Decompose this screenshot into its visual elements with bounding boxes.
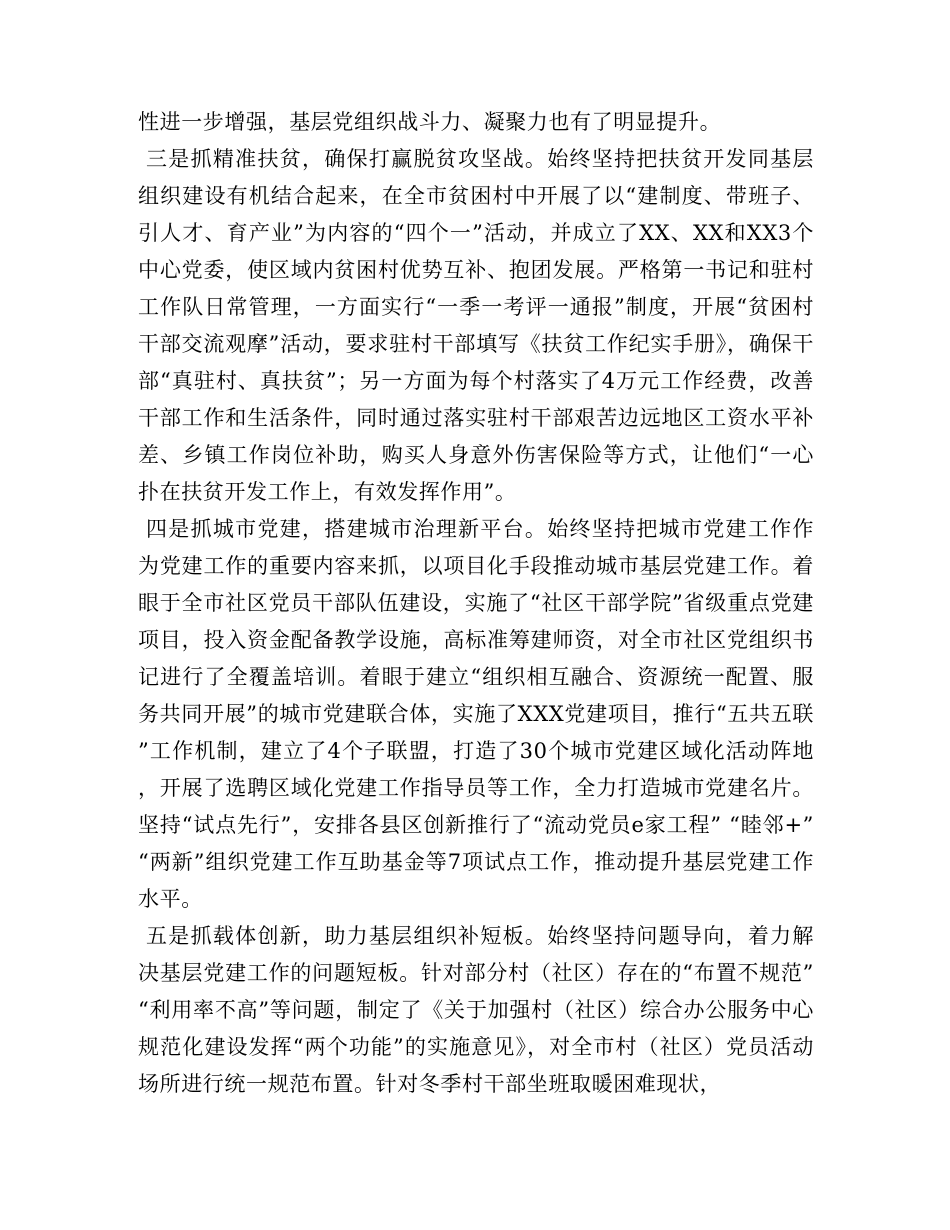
- paragraph-precision-poverty: 三是抓精准扶贫，确保打赢脱贫攻坚战。始终坚持把扶贫开发同基层组织建设有机结合起来，在全市贫困村中开展了以“建制度、带班子、引人才、育产业”为内容的“四个一”活动，并成立了XX、XX和XX3个中心党委，使区域内贫困村优势互补、抱团发展。严格第一书记和驻村工作队日常管理，一方面实行“一季一考评一通报”制度，开展“贫困村干部交流观摩”活动，要求驻村干部填写《扶贫工作纪实手册》，确保干部“真驻村、真扶贫”；另一方面为每个村落实了4万元工作经费，改善干部工作和生活条件，同时通过落实驻村干部艰苦边远地区工资水平补差、乡镇工作岗位补助，购买人身意外伤害保险等方式，让他们“一心扑在扶贫开发工作上，有效发挥作用”。: [138, 147, 814, 504]
- paragraph-urban-party-building: 四是抓城市党建，搭建城市治理新平台。始终坚持把城市党建工作作为党建工作的重要内容来抓，以项目化手段推动城市基层党建工作。着眼于全市社区党员干部队伍建设，实施了“社区干部学院”省级重点党建项目，投入资金配备教学设施，高标准筹建师资，对全市社区党组织书记进行了全覆盖培训。着眼于建立“组织相互融合、资源统一配置、服务共同开展”的城市党建联合体，实施了XXX党建项目，推行“五共五联”工作机制，建立了4个子联盟，打造了30个城市党建区域化活动阵地，开展了选聘区域化党建工作指导员等工作，全力打造城市党建名片。坚持“试点先行”，安排各县区创新推行了“流动党员e家工程” “睦邻+” “两新”组织党建工作互助基金等7项试点工作，推动提升基层党建工作水平。: [138, 517, 814, 911]
- paragraph-continuation: 性进一步增强，基层党组织战斗力、凝聚力也有了明显提升。: [138, 110, 722, 134]
- document-body: [138, 104, 814, 1103]
- paragraph-carrier-innovation: 五是抓载体创新，助力基层组织补短板。始终坚持问题导向，着力解决基层党建工作的问题短板。针对部分村（社区）存在的“布置不规范”“利用率不高”等问题，制定了《关于加强村（社区）综合办公服务中心规范化建设发挥“两个功能”的实施意见》，对全市村（社区）党员活动场所进行统一规范布置。针对冬季村干部坐班取暖困难现状，: [138, 924, 814, 1096]
